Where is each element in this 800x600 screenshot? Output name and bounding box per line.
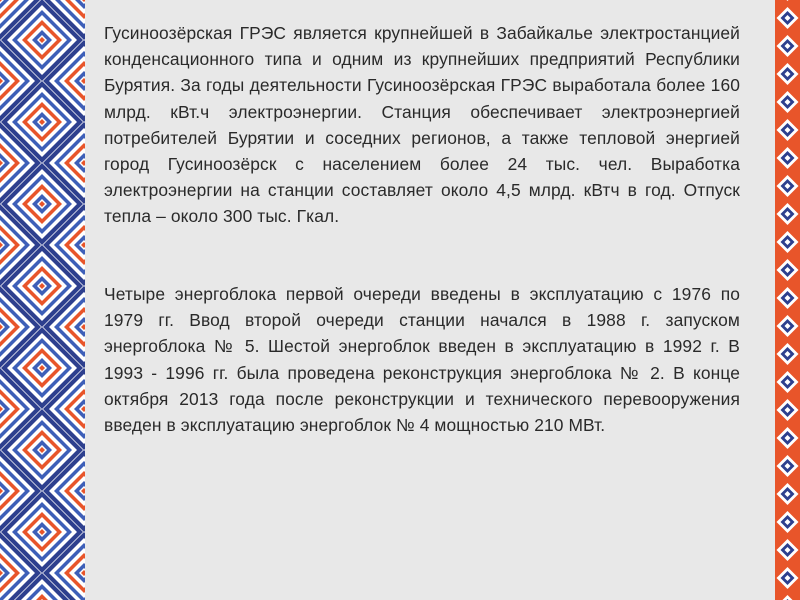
diamond-ornament-pattern: [0, 0, 85, 600]
diamond-ornament-stripe: [775, 0, 800, 600]
paragraph-power-units-history: Четыре энергоблока первой очереди введены в эксплуатацию с 1976 по 1979 гг. Ввод второй очереди станции начался в 1988 г. запуском энергоблока № 5. Шестой энергоблок введен в эксплуатацию в 1992 г. В 1993 - 1996 гг. была проведена реконструкция энергоблока № 2. В конце октября 2013 года после реконструкции и технического перевооружения введен в эксплуатацию энергоблок № 4 мощностью 210 МВт.: [104, 284, 740, 436]
paragraph-station-overview: Гусиноозёрская ГРЭС является крупнейшей в Забайкалье электростанцией конденсационного типа и одним из крупнейших предприятий Республики Бурятия. За годы деятельности Гусиноозёрская ГРЭС выработала более 160 млрд. кВт.ч электроэнергии. Станция обеспечивает электроэнергией потребителей Бурятии и соседних регионов, а также тепловой энергией город Гусиноозёрск с населением более 24 тыс. чел. Выработка электроэнергии на станции составляет около 4,5 млрд. кВтч в год. Отпуск тепла – около 300 тыс. Гкал.: [104, 23, 740, 227]
